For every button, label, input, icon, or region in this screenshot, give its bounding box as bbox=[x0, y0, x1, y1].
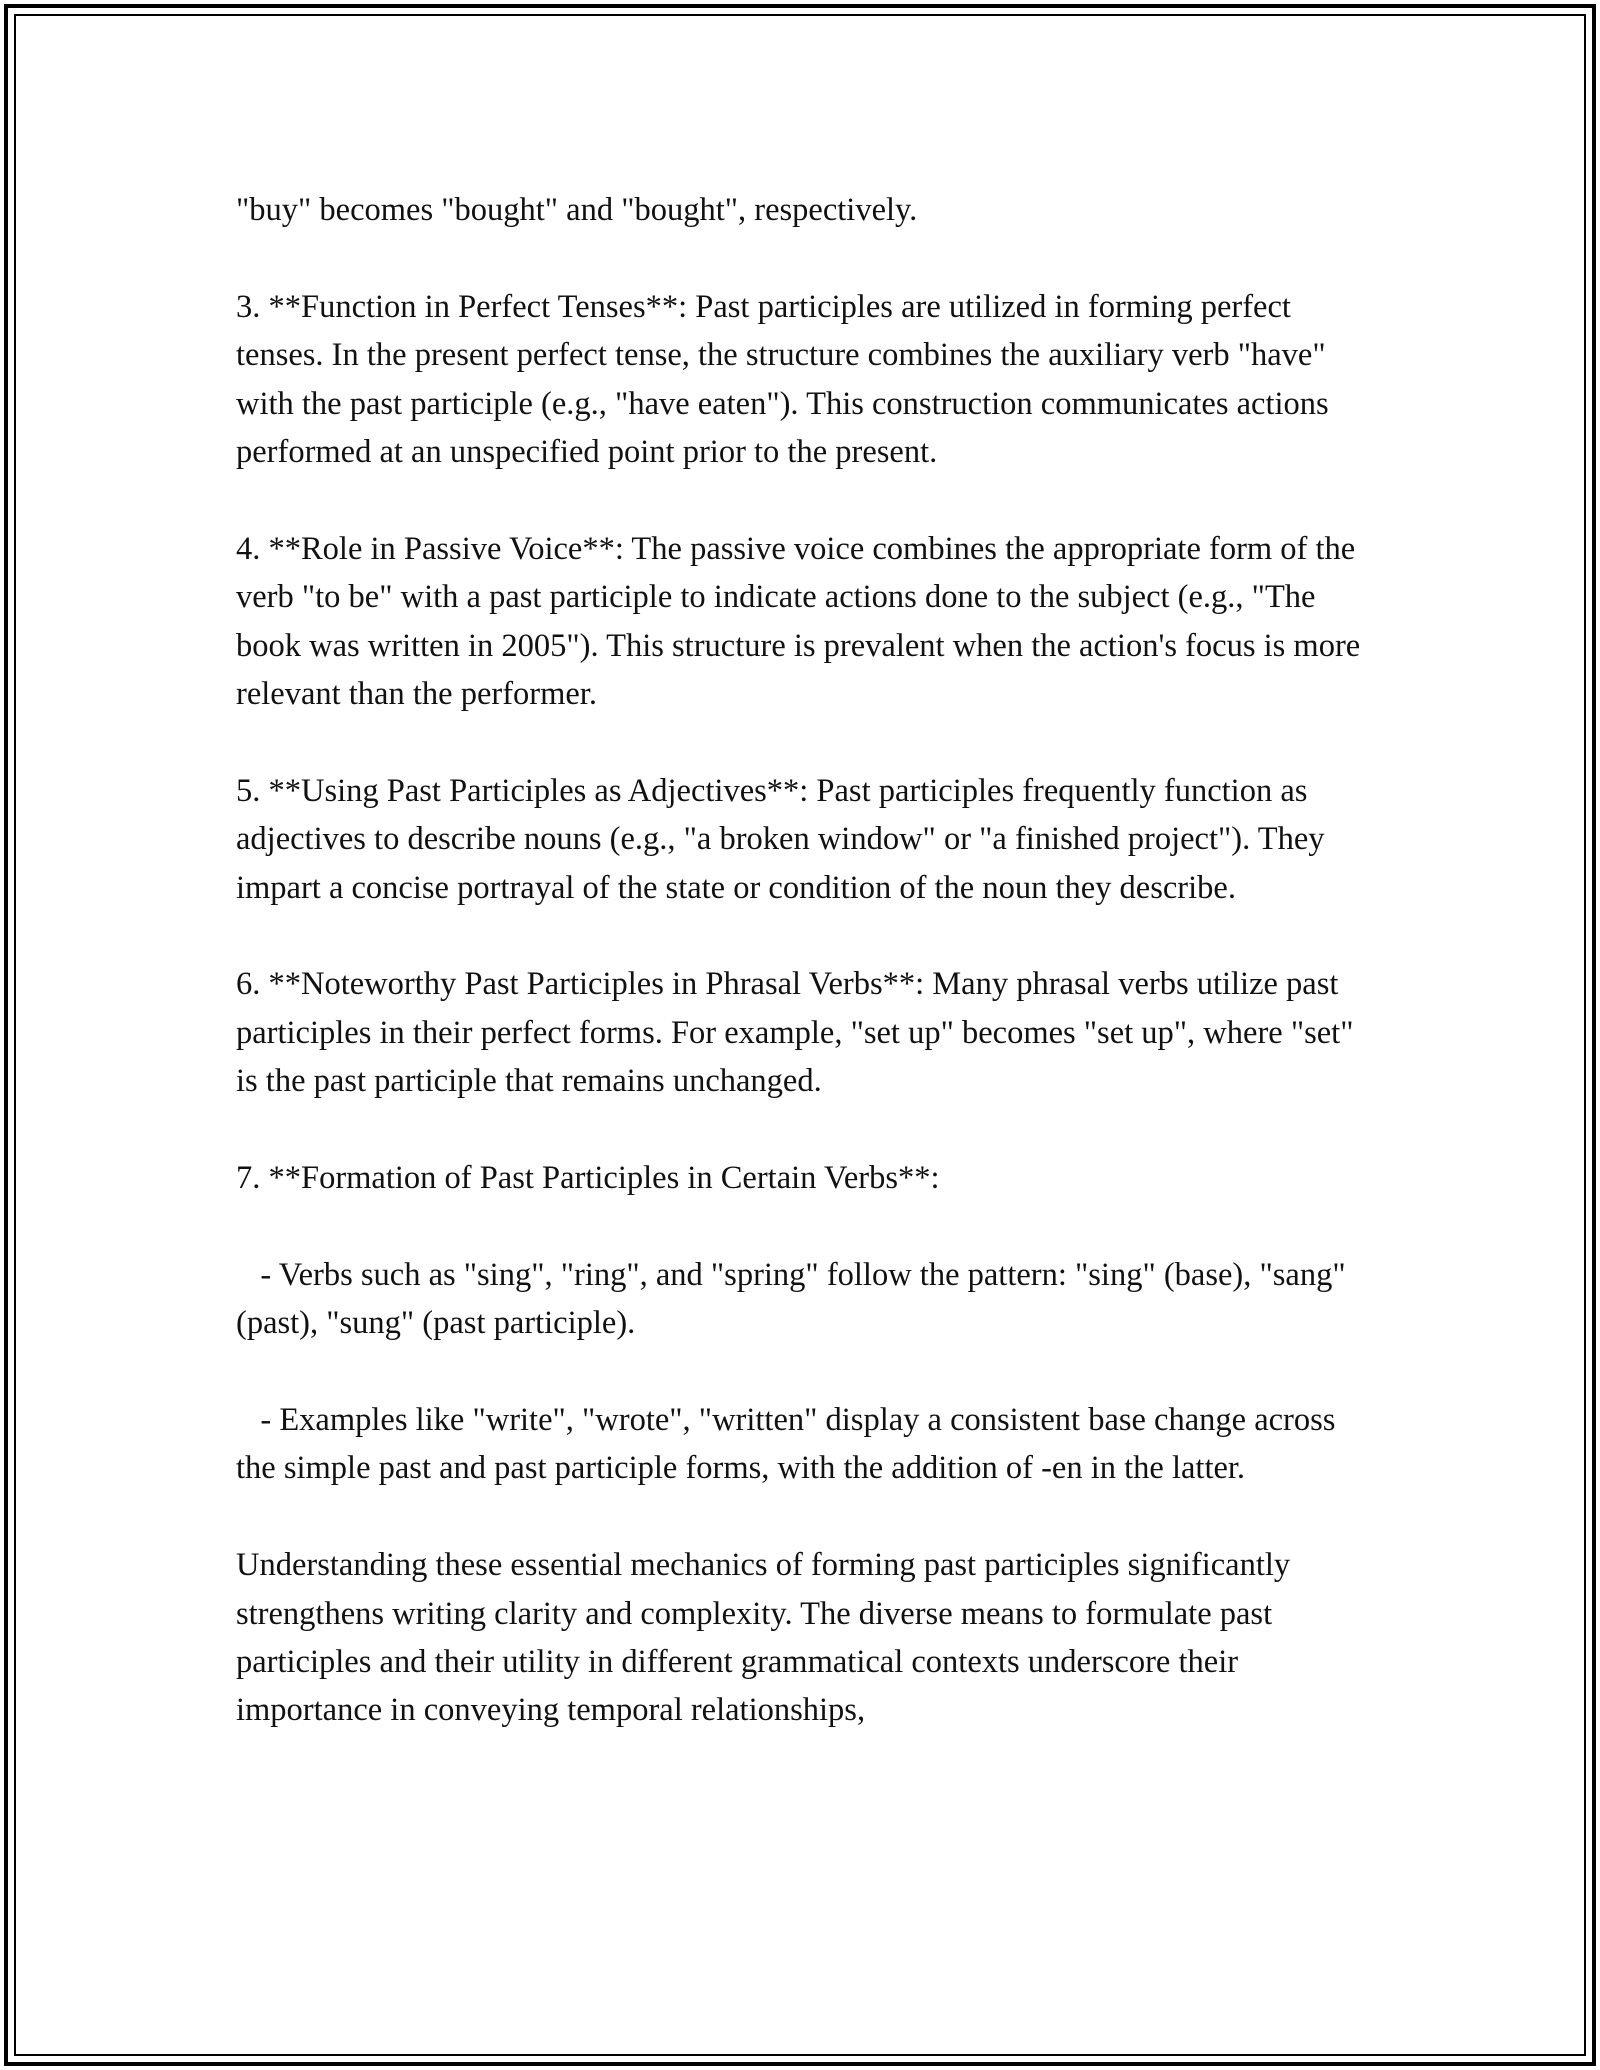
paragraph-adjectives: 5. **Using Past Participles as Adjectives**: Past participles frequently function as adjectives to describe nouns (e.g., "a broken window" or "a finished project"). They impart a concise portrayal of the state or condition of the noun they describe. bbox=[236, 772, 1333, 906]
paragraph-conclusion: Understanding these essential mechanics of forming past participles significantly strengthens writing clarity and complexity. The diverse means to formulate past participles and their utility in different grammatical contexts underscore their importance in conveying temporal relationships, bbox=[236, 1547, 1299, 1729]
paragraph-formation-heading: 7. **Formation of Past Participles in Certain Verbs**: bbox=[236, 1160, 940, 1197]
document-body bbox=[236, 186, 1369, 1735]
paragraph-passive-voice: 4. **Role in Passive Voice**: The passive voice combines the appropriate form of the verb "to be" with a past participle to indicate actions done to the subject (e.g., "The book was written in 2005"). This structure is prevalent when the action's focus is more relevant than the performer. bbox=[236, 530, 1369, 713]
paragraph-sing-example: - Verbs such as "sing", "ring", and "spring" follow the pattern: "sing" (base), "sang" (past), "sung" (past participle). bbox=[236, 1256, 1354, 1342]
paragraph-perfect-tenses: 3. **Function in Perfect Tenses**: Past participles are utilized in forming perfect tenses. In the present perfect tense, the structure combines the auxiliary verb "have" with the past participle (e.g., "have eaten"). This construction communicates actions performed at an unspecified point prior to the present. bbox=[236, 288, 1337, 471]
paragraph-write-example: - Examples like "write", "wrote", "written" display a consistent base change across the simple past and past participle forms, with the addition of -en in the latter. bbox=[236, 1402, 1344, 1487]
paragraph-continuation: "buy" becomes "bought" and "bought", respectively. bbox=[236, 192, 918, 228]
paragraph-phrasal-verbs: 6. **Noteworthy Past Participles in Phrasal Verbs**: Many phrasal verbs utilize past participles in their perfect forms. For example, "set up" becomes "set up", where "set" is the past participle that remains unchanged. bbox=[236, 966, 1362, 1100]
